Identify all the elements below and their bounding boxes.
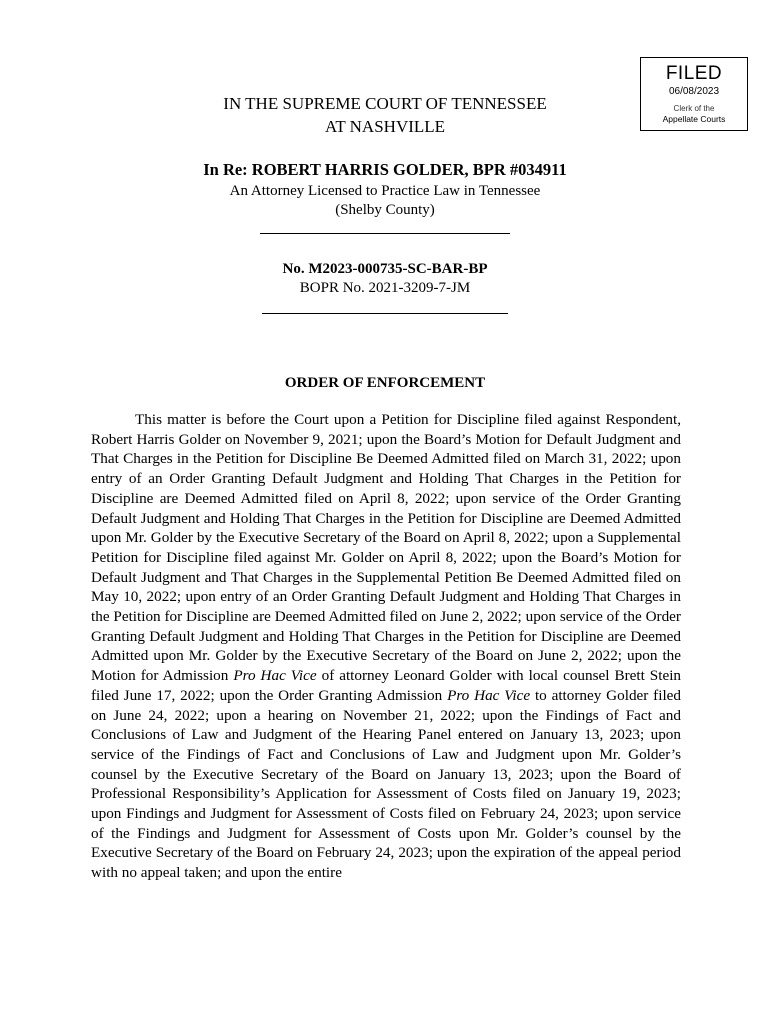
divider-rule: [260, 233, 510, 234]
body-text-part2: of attorney Leonard Golder with local counsel Brett Stein filed June 17, 2022; upon the Order Granting Admission: [91, 667, 682, 704]
body-text-part3: to attorney Golder filed on June 24, 2022; upon a hearing on November 21, 2022; upon the Findings of Fact and Conclusions of Law and Judgment of the Hearing Panel entered on January 13, 2023; upon service of the Findings of Fact and Conclusions of Law and Judgment upon Mr. Golder’s counsel by the Executive Secretary of the Board on January 13, 2023; upon the Board of Professional Responsibility’s Application for Assessment of Costs filed on January 19, 2023; upon Findings and Judgment for Assessment of Costs filed on February 24, 2023; upon service of the Findings and Judgment for Assessment of Costs upon Mr. Golder’s counsel by the Executive Secretary of the Board on February 24, 2023; upon the expiration of the appeal period with no appeal taken; and upon the entire: [91, 686, 682, 882]
county: (Shelby County): [335, 202, 435, 218]
filed-stamp-date: 06/08/2023: [668, 86, 720, 97]
docket-number: No. M2023-000735-SC-BAR-BP: [282, 261, 488, 277]
body-text-italic-1: Pro Hac Vice: [233, 667, 317, 685]
filed-stamp-clerk: Clerk of the: [673, 104, 715, 113]
filed-stamp-office: Appellate Courts: [662, 114, 726, 124]
order-title: ORDER OF ENFORCEMENT: [284, 375, 486, 391]
attorney-description: An Attorney Licensed to Practice Law in Tennessee: [229, 183, 541, 199]
order-body-paragraph: [91, 410, 681, 883]
body-text-part1: This matter is before the Court upon a Petition for Discipline filed against Respondent, Robert Harris Golder on November 9, 2021; upon the Board’s Motion for Default Judgment and That Charges in the Petition for Discipline Be Deemed Admitted filed on March 31, 2022; upon entry of an Order Granting Default Judgment and Holding That Charges in the Petition for Discipline are Deemed Admitted filed on April 8, 2022; upon service of the Order Granting Default Judgment and Holding That Charges in the Petition for Discipline are Deemed Admitted upon Mr. Golder by the Executive Secretary of the Board on April 8, 2022; upon a Supplemental Petition for Discipline filed against Mr. Golder on April 8, 2022; upon the Board’s Motion for Default Judgment and That Charges in the Supplemental Petition Be Deemed Admitted filed on May 10, 2022; upon entry of an Order Granting Default Judgment and Holding That Charges in the Petition for Discipline are Deemed Admitted filed on June 2, 2022; upon service of the Order Granting Default Judgment and Holding That Charges in the Petition for Discipline are Deemed Admitted upon Mr. Golder by the Executive Secretary of the Board on June 2, 2022; upon the Motion for Admission: [91, 411, 681, 685]
case-caption: In Re: ROBERT HARRIS GOLDER, BPR #034911: [203, 160, 567, 179]
filed-stamp-word: FILED: [665, 63, 723, 84]
body-text-italic-2: Pro Hac Vice: [447, 686, 531, 704]
court-name: IN THE SUPREME COURT OF TENNESSEE: [223, 94, 547, 113]
divider-rule: [262, 313, 508, 314]
bopr-number: BOPR No. 2021-3209-7-JM: [299, 280, 471, 296]
court-location: AT NASHVILLE: [324, 117, 446, 136]
